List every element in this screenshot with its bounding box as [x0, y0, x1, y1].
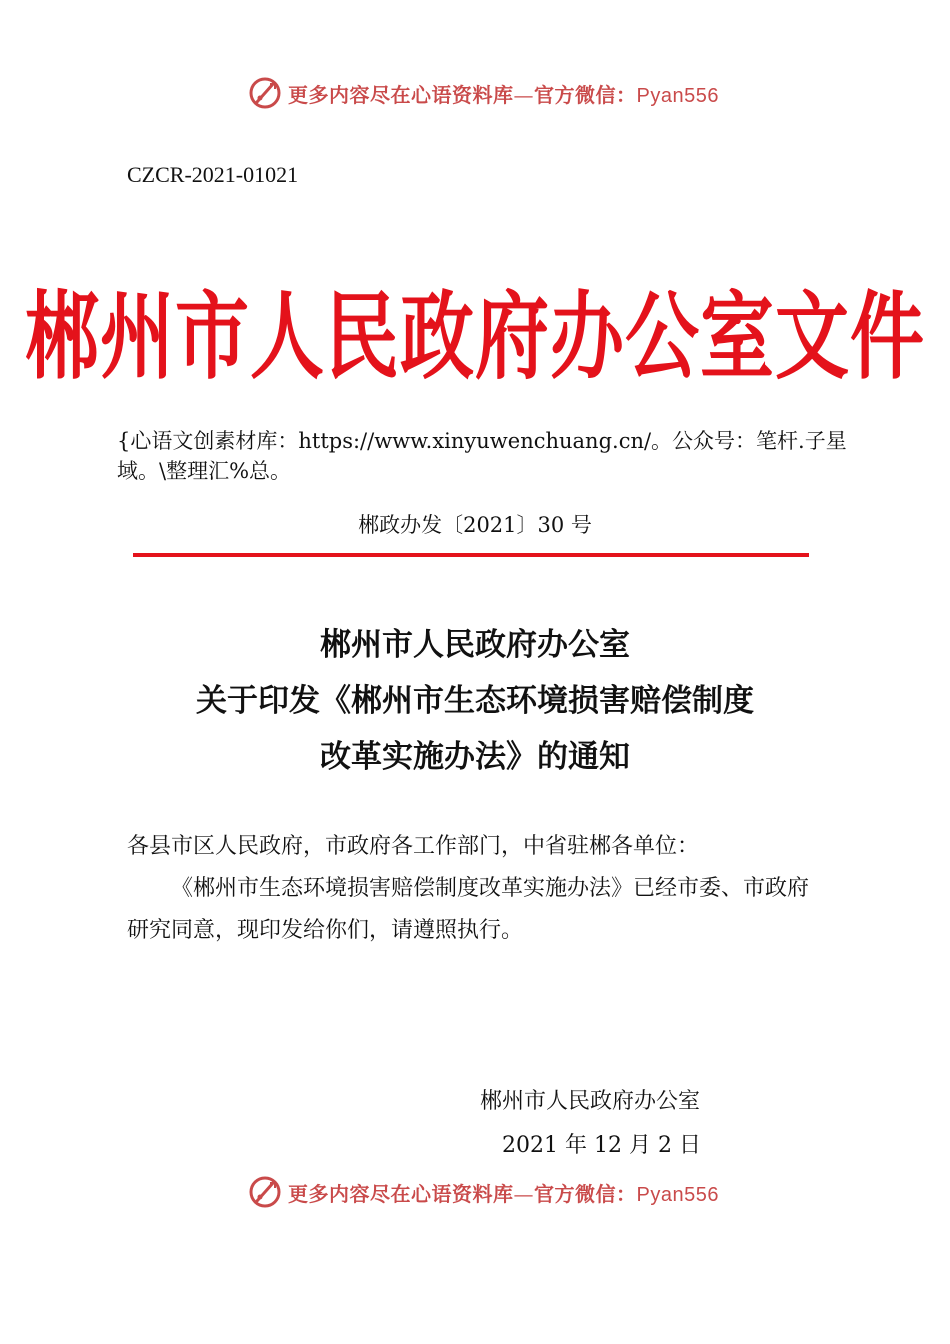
file-number: 郴政办发〔2021〕30 号	[358, 513, 592, 537]
pen-logo-icon	[248, 1175, 282, 1209]
title-line-3: 改革实施办法》的通知	[320, 739, 630, 775]
signature-org: 郴州市人民政府办公室	[480, 1089, 701, 1114]
header-banner	[248, 76, 719, 110]
title-line-1: 郴州市人民政府办公室	[320, 627, 630, 663]
notice-title	[0, 617, 950, 785]
source-note: {心语文创素材库：https://www.xinyuwenchuang.cn/。公众号：笔杆.子星域。\整理汇%总。	[117, 429, 847, 483]
notice-body	[127, 826, 827, 952]
banner-text: 更多内容尽在心语资料库—官方微信：Pyan556	[288, 82, 719, 107]
signature-date: 2021 年 12 月 2 日	[502, 1133, 701, 1158]
banner-text: 更多内容尽在心语资料库—官方微信：Pyan556	[288, 1181, 719, 1206]
pen-logo-icon	[248, 76, 282, 110]
masthead-title: 郴州市人民政府办公室文件	[25, 282, 925, 393]
signature-block	[480, 1080, 701, 1168]
title-line-2: 关于印发《郴州市生态环境损害赔偿制度	[196, 683, 754, 719]
footer-banner	[248, 1175, 719, 1209]
body-paragraph: 《郴州市生态环境损害赔偿制度改革实施办法》已经市委、市政府研究同意，现印发给你们，请遵照执行。	[127, 876, 810, 943]
red-divider	[133, 553, 809, 557]
salutation: 各县市区人民政府，市政府各工作部门，中省驻郴各单位：	[127, 834, 700, 859]
document-id: CZCR-2021-01021	[127, 162, 299, 187]
